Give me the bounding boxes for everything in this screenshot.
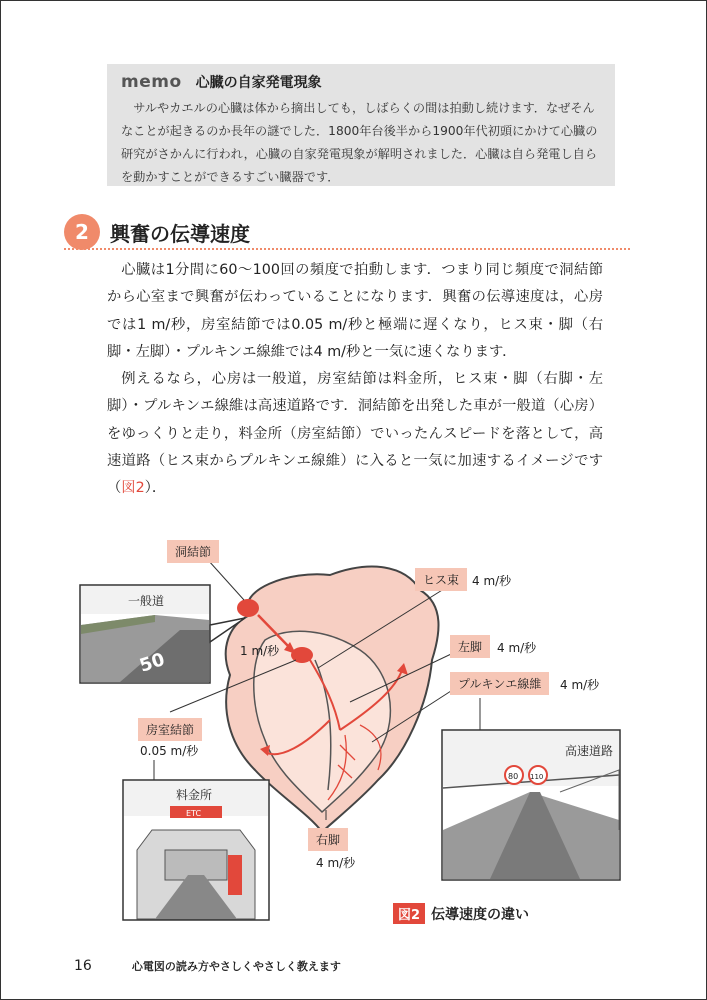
memo-body: サルやカエルの心臓は体から摘出しても，しばらくの間は拍動し続けます．なぜそんなことが起きるのか長年の謎でした．1800年台後半から1900年代初頭にかけて心臓の研究がさかんに行われ，心臓の自家発電現象が解明されました．心臓は自ら発電し自らを動かすことができるすごい臓器です． (121, 101, 598, 184)
paragraph-1: 心臓は1分間に60～100回の頻度で拍動します．つまり同じ頻度で洞結節から心室まで興奮が伝わっていることになります．興奮の伝導速度は，心房では1 m/秒，房室結節では0.05 m/秒と極端に遅くなり，ヒス束・脚（右脚・左脚）・プルキンエ線維では4 m/秒と一気に速くなります． (107, 262, 603, 360)
sa-node-icon (237, 599, 259, 617)
caption-text: 伝導速度の違い (431, 906, 530, 923)
paragraph-2 (107, 366, 603, 502)
his-bundle-speed: 4 m/秒 (472, 574, 512, 588)
toll-label: 料金所 (176, 788, 213, 802)
right-bundle-tag: 右脚 (308, 828, 348, 851)
body-text (107, 257, 603, 503)
sa-node-tag: 洞結節 (167, 540, 219, 563)
left-bundle-tag: 左脚 (450, 635, 490, 658)
atrium-speed: 1 m/秒 (240, 644, 280, 658)
figure-reference-link[interactable]: 図2 (121, 480, 145, 497)
right-bundle-speed: 4 m/秒 (316, 856, 356, 870)
section-divider (64, 248, 630, 250)
section-heading (64, 212, 630, 252)
book-title: 心電図の読み方やさしくやさしく教えます (131, 960, 341, 973)
road-label: 一般道 (128, 594, 165, 608)
road-speed-sign: 50 (137, 649, 168, 677)
page-number: 16 (74, 958, 92, 974)
conduction-figure (60, 530, 660, 930)
highway-label: 高速道路 (565, 744, 614, 758)
memo-title: 心臓の自家発電現象 (195, 75, 322, 91)
av-node-speed: 0.05 m/秒 (140, 744, 199, 758)
paragraph-2-end: ）． (144, 480, 167, 497)
caption-tag: 図2 (393, 903, 425, 924)
his-bundle-tag: ヒス束 (415, 568, 467, 591)
memo-box (107, 64, 615, 186)
purkinje-speed: 4 m/秒 (560, 678, 600, 692)
av-node-tag: 房室結節 (138, 718, 202, 741)
left-bundle-speed: 4 m/秒 (497, 641, 537, 655)
section-title: 興奮の伝導速度 (110, 222, 250, 246)
purkinje-tag: プルキンエ線維 (450, 672, 549, 695)
page-footer (74, 958, 341, 974)
memo-label: memo (121, 72, 182, 92)
speed-sign-110: 110 (530, 773, 544, 781)
sa-pointer-line (208, 560, 244, 600)
etc-sign: ETC (186, 809, 202, 818)
section-number-badge: 2 (64, 214, 100, 250)
speed-sign-80: 80 (508, 772, 519, 781)
figure-caption (393, 903, 529, 924)
paragraph-2-text: 例えるなら，心房は一般道，房室結節は料金所，ヒス束・脚（右脚・左脚）・プルキンエ線維は高速道路です．洞結節を出発した車が一般道（心房）をゆっくりと走り，料金所（房室結節）でいったんスピードを落として，高速道路（ヒス束からプルキンエ線維）に入ると一気に加速するイメージです（ (107, 371, 603, 497)
